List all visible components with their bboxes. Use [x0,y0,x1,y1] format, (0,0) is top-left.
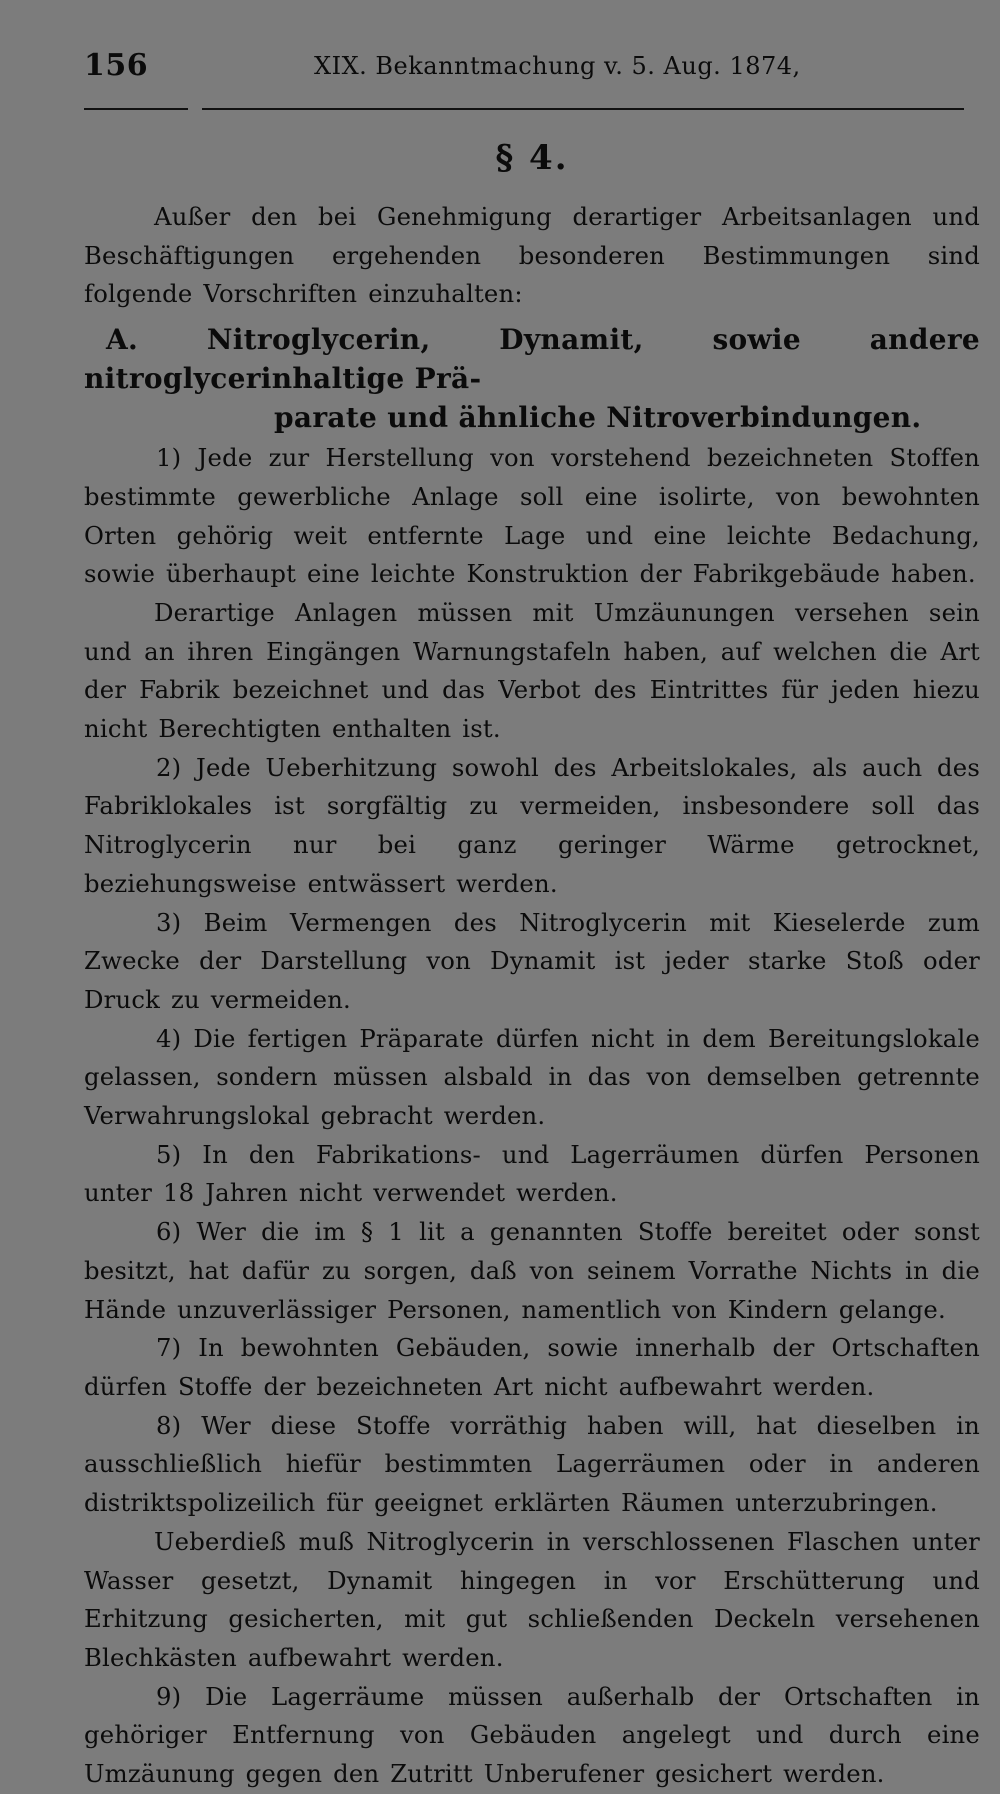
paragraph-3: 3) Beim Vermengen des Nitroglycerin mit Kieselerde zum Zwecke der Darstellung von Dynamit ist jeder starke Stoß oder Druck zu vermeiden. [84,907,980,1014]
paragraph-8-continuation: Ueberdieß muß Nitroglycerin in verschlossenen Flaschen unter Wasser gesetzt, Dynamit hingegen in vor Erschütterung und Erhitzung gesicherten, mit gut schließenden Deckeln versehenen Blechkästen aufbewahrt werden. [84,1526,980,1672]
document-page [84,40,980,1789]
header-rule-left [84,108,188,110]
paragraph-6: 6) Wer die im § 1 lit a genannten Stoffe bereitet oder sonst besitzt, hat dafür zu sorgen, daß von seinem Vorrathe Nichts in die Hände unzuverlässiger Personen, namentlich von Kindern gelange. [84,1217,980,1324]
document-body [84,198,980,1794]
subsection-heading-a-line1: A. Nitroglycerin, Dynamit, sowie andere nitroglycerinhaltige Prä- [84,323,980,396]
paragraph-4: 4) Die fertigen Präparate dürfen nicht in dem Bereitungslokale gelassen, sondern müssen alsbald in das von demselben getrennte Verwahrungslokal gebracht werden. [84,1023,980,1131]
intro-paragraph: Außer den bei Genehmigung derartiger Arbeitsanlagen und Beschäftigungen ergehenden besonderen Bestimmungen sind folgende Vorschriften einzuhalten: [84,202,980,309]
header-rule-right [202,108,964,110]
paragraph-8: 8) Wer diese Stoffe vorräthig haben will, hat dieselben in ausschließlich hiefür bestimmten Lagerräumen oder in anderen distriktspolizeilich für geeignet erklärten Räumen unterzubringen. [84,1410,980,1518]
paragraph-1: 1) Jede zur Herstellung von vorstehend bezeichneten Stoffen bestimmte gewerbliche Anlage soll eine isolirte, von bewohnten Orten gehörig weit entfernte Lage und eine leichte Bedachung, sowie überhaupt eine leichte Konstruktion der Fabrikgebäude haben. [84,443,980,589]
paragraph-1-continuation: Derartige Anlagen müssen mit Umzäunungen versehen sein und an ihren Eingängen Warnungstafeln haben, auf welchen die Art der Fabrik bezeichnet und das Verbot des Eintrittes für jeden hiezu nicht Berechtigten enthalten ist. [84,597,980,744]
subsection-heading-a [84,320,980,437]
paragraph-5: 5) In den Fabrikations- und Lagerräumen dürfen Personen unter 18 Jahren nicht verwendet werden. [84,1139,980,1208]
section-title: § 4. [495,138,569,178]
paragraph-7: 7) In bewohnten Gebäuden, sowie innerhalb der Ortschaften dürfen Stoffe der bezeichneten Art nicht aufbewahrt werden. [84,1333,980,1401]
page-number: 156 [84,48,149,83]
subsection-heading-a-line2: parate und ähnliche Nitroverbindungen. [274,401,922,435]
running-head: XIX. Bekanntmachung v. 5. Aug. 1874, [314,52,801,80]
paragraph-9: 9) Die Lagerräume müssen außerhalb der Ortschaften in gehöriger Entfernung von Gebäuden angelegt und durch eine Umzäunung gegen den Zutritt Unberufener gesichert werden. [84,1681,980,1789]
page-header [84,40,980,100]
paragraph-2: 2) Jede Ueberhitzung sowohl des Arbeitslokales, als auch des Fabriklokales ist sorgfältig zu vermeiden, insbesondere soll das Nitroglycerin nur bei ganz geringer Wärme getrocknet, beziehungsweise entwässert werden. [84,752,980,898]
